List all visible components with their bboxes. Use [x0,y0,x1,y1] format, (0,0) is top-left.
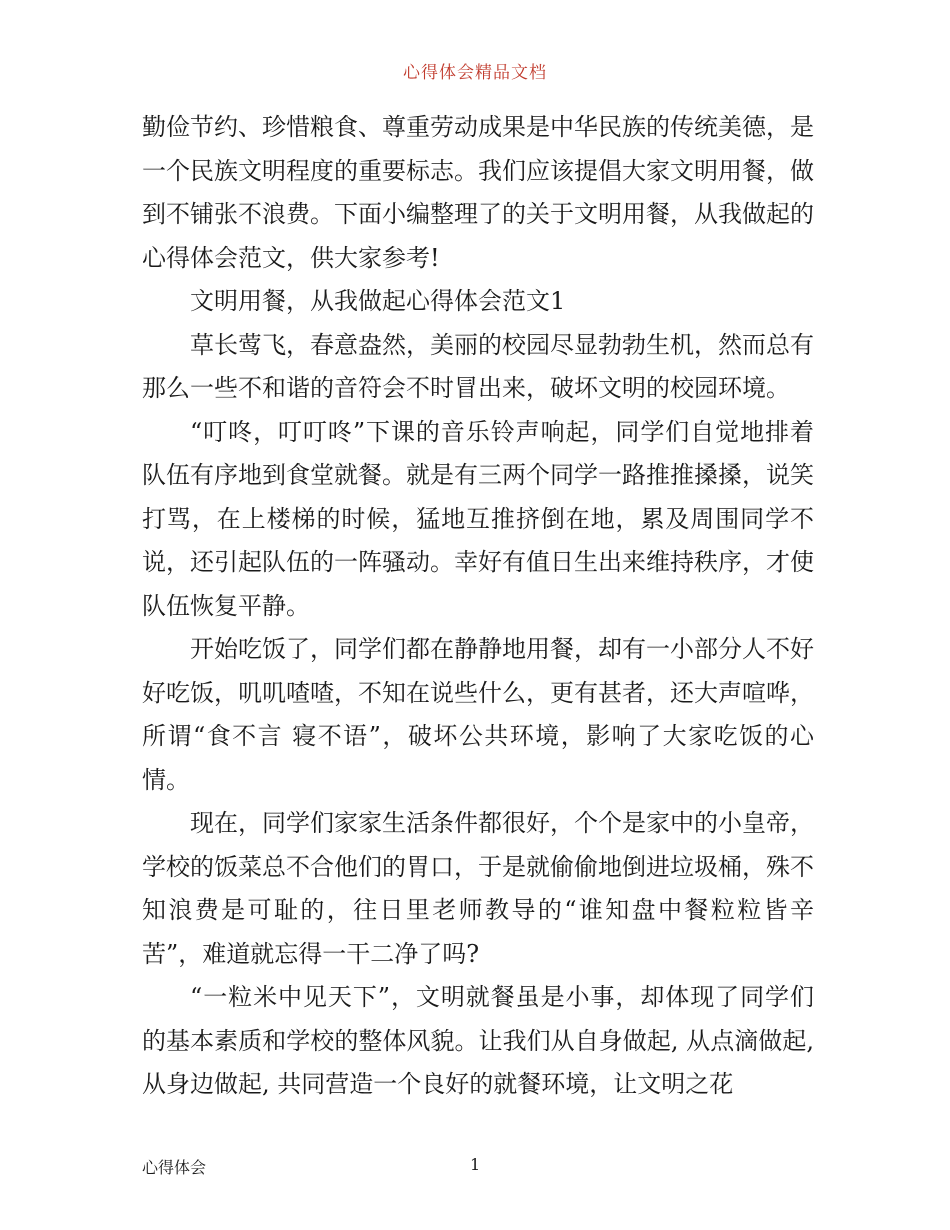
page-number: 1 [470,1155,481,1174]
body-paragraph: 草长莺飞，春意盎然，美丽的校园尽显勃勃生机，然而总有那么一些不和谐的音符会不时冒出来，破坏文明的校园环境。 [142,330,814,402]
footer-label: 心得体会 [142,1158,207,1177]
page-header-title: 心得体会精品文档 [403,63,547,83]
body-paragraph: “叮咚，叮叮咚”下课的音乐铃声响起，同学们自觉地排着队伍有序地到食堂就餐。就是有三两个同学一路推推搡搡，说笑打骂，在上楼梯的时候，猛地互推挤倒在地，累及周围同学不说，还引起队伍的一阵骚动。幸好有值日生出来维持秩序，才使队伍恢复平静。 [142,417,814,620]
document-body [142,106,814,1107]
intro-paragraph: 勤俭节约、珍惜粮食、尊重劳动成果是中华民族的传统美德，是一个民族文明程度的重要标志。我们应该提倡大家文明用餐，做到不铺张不浪费。下面小编整理了的关于文明用餐，从我做起的心得体会范文，供大家参考! [142,113,814,272]
body-paragraph: 现在，同学们家家生活条件都很好，个个是家中的小皇帝，学校的饭菜总不合他们的胃口，于是就偷偷地倒进垃圾桶，殊不知浪费是可耻的，往日里老师教导的“谁知盘中餐粒粒皆辛苦”，难道就忘得一干二净了吗? [142,809,814,968]
section-heading: 文明用餐，从我做起心得体会范文1 [190,287,566,315]
body-paragraph: “一粒米中见天下”，文明就餐虽是小事，却体现了同学们的基本素质和学校的整体风貌。让我们从自身做起, 从点滴做起, 从身边做起, 共同营造一个良好的就餐环境，让文明之花 [142,983,814,1098]
body-paragraph: 开始吃饭了，同学们都在静静地用餐，却有一小部分人不好好吃饭，叽叽喳喳，不知在说些什么，更有甚者，还大声喧哗，所谓“食不言 寝不语”，破坏公共环境，影响了大家吃饭的心情。 [142,635,814,794]
